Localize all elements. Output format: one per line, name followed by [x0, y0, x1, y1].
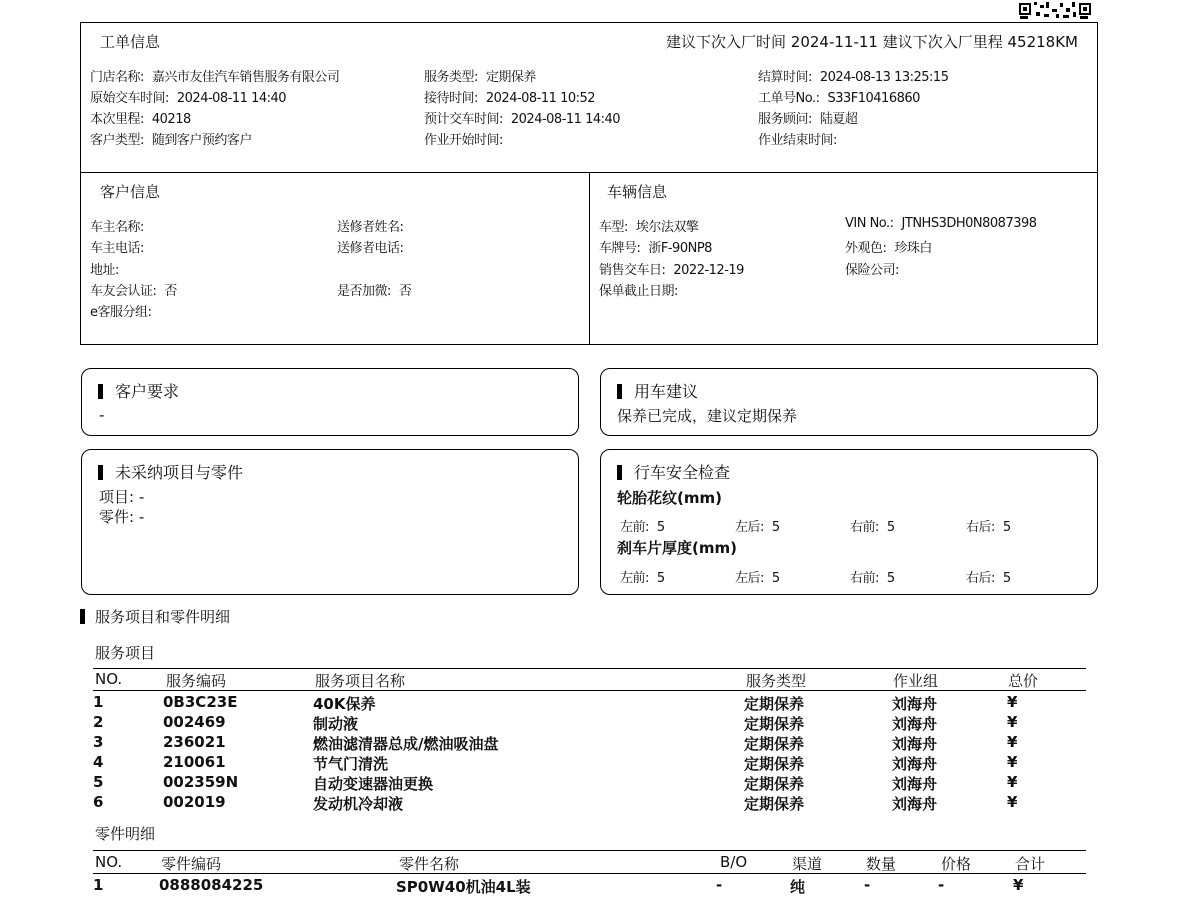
parts-header-code: 零件编码	[161, 855, 222, 873]
estimated-delivery-time-field: 预计交车时间: 2024-08-11 14:40	[424, 112, 621, 127]
address-field: 地址:	[90, 263, 119, 278]
work-order-title: 工单信息	[100, 33, 161, 51]
parts-header-channel: 渠道	[792, 855, 823, 873]
next-visit-suggestion: 建议下次入厂时间 2024-11-11 建议下次入厂里程 45218KM	[666, 33, 1078, 51]
service-row-name: 发动机冷却液	[313, 795, 404, 813]
brake-front-right: 右前: 5	[850, 571, 895, 586]
service-row-group: 刘海舟	[892, 755, 938, 773]
mileage-field: 本次里程: 40218	[90, 112, 191, 127]
service-row-no: 2	[93, 713, 104, 731]
insurance-company-field: 保险公司:	[845, 263, 899, 278]
part-row-code: 0888084225	[159, 876, 264, 894]
service-row-group: 刘海舟	[892, 795, 938, 813]
section-bar-icon	[98, 465, 103, 480]
store-name-field: 门店名称: 嘉兴市友佳汽车销售服务有限公司	[90, 70, 340, 85]
service-row-total: ¥	[1007, 753, 1018, 771]
service-advisor-field: 服务顾问: 陆夏超	[758, 112, 858, 127]
vehicle-model-field: 车型: 埃尔法双擎	[599, 220, 699, 235]
sender-name-field: 送修者姓名:	[337, 220, 404, 235]
part-row-price: -	[938, 876, 945, 894]
club-certified-field: 车友会认证: 否	[90, 284, 177, 299]
services-header-type: 服务类型	[746, 672, 807, 690]
service-row-type: 定期保养	[744, 795, 805, 813]
usage-advice-title: 用车建议	[617, 379, 698, 402]
service-row-group: 刘海舟	[892, 735, 938, 753]
ecs-group-field: e客服分组:	[90, 305, 152, 320]
customer-request-title: 客户要求	[98, 379, 179, 402]
service-row-type: 定期保养	[744, 755, 805, 773]
parts-header-name: 零件名称	[399, 855, 460, 873]
brake-pad-title: 刹车片厚度(mm)	[617, 539, 737, 557]
settlement-time-field: 结算时间: 2024-08-13 13:25:15	[758, 70, 949, 85]
unadopted-items: 项目: -	[99, 488, 145, 506]
service-row-total: ¥	[1007, 733, 1018, 751]
services-header-bottom-line	[93, 690, 1086, 691]
service-row-no: 4	[93, 753, 104, 771]
parts-title: 零件明细	[95, 825, 156, 843]
section-bar-icon	[98, 384, 103, 399]
service-row-no: 3	[93, 733, 104, 751]
work-order-number-field: 工单号No.: S33F10416860	[758, 91, 920, 106]
service-row-total: ¥	[1007, 793, 1018, 811]
tire-tread-title: 轮胎花纹(mm)	[617, 489, 722, 507]
part-row-name: SP0W40机油4L装	[396, 878, 531, 896]
services-header-total: 总价	[1008, 672, 1039, 690]
section-bar-icon	[80, 609, 85, 624]
parts-header-qty: 数量	[866, 855, 897, 873]
vin-field: VIN No.: JTNHS3DH0N8087398	[845, 216, 1037, 231]
services-header-group: 作业组	[893, 672, 939, 690]
policy-expiry-field: 保单截止日期:	[599, 284, 678, 299]
parts-header-line	[93, 850, 1086, 851]
safety-check-title: 行车安全检查	[617, 460, 730, 483]
tire-front-right: 右前: 5	[850, 520, 895, 535]
service-row-total: ¥	[1007, 713, 1018, 731]
sender-phone-field: 送修者电话:	[337, 241, 404, 256]
services-title: 服务项目	[95, 644, 156, 662]
service-row-type: 定期保养	[744, 735, 805, 753]
service-row-name: 制动液	[313, 715, 359, 733]
exterior-color-field: 外观色: 珍珠白	[845, 241, 932, 256]
reception-time-field: 接待时间: 2024-08-11 10:52	[424, 91, 596, 106]
tire-front-left: 左前: 5	[620, 520, 665, 535]
service-type-field: 服务类型: 定期保养	[424, 70, 536, 85]
service-row-no: 1	[93, 693, 104, 711]
service-row-name: 燃油滤清器总成/燃油吸油盘	[313, 735, 499, 753]
plate-number-field: 车牌号: 浙F-90NP8	[599, 241, 712, 256]
original-delivery-time-field: 原始交车时间: 2024-08-11 14:40	[90, 91, 287, 106]
section-bar-icon	[617, 384, 622, 399]
customer-type-field: 客户类型: 随到客户预约客户	[90, 133, 252, 148]
parts-header-bottom-line	[93, 873, 1086, 874]
service-row-total: ¥	[1007, 773, 1018, 791]
customer-info-title: 客户信息	[100, 183, 161, 201]
service-row-code: 210061	[163, 753, 226, 771]
service-row-code: 0B3C23E	[163, 693, 238, 711]
service-row-group: 刘海舟	[892, 775, 938, 793]
owner-phone-field: 车主电话:	[90, 241, 144, 256]
qr-code-icon	[1018, 0, 1092, 20]
services-header-name: 服务项目名称	[315, 672, 406, 690]
service-row-type: 定期保养	[744, 695, 805, 713]
usage-advice-content: 保养已完成，建议定期保养	[617, 407, 798, 425]
owner-name-field: 车主名称:	[90, 220, 144, 235]
service-row-code: 002469	[163, 713, 226, 731]
service-row-group: 刘海舟	[892, 695, 938, 713]
service-row-name: 40K保养	[313, 695, 376, 713]
parts-header-price: 价格	[941, 855, 972, 873]
service-row-no: 6	[93, 793, 104, 811]
brake-rear-left: 左后: 5	[735, 571, 780, 586]
section-bar-icon	[617, 465, 622, 480]
tire-rear-right: 右后: 5	[966, 520, 1011, 535]
work-start-time-field: 作业开始时间:	[424, 133, 503, 148]
part-row-no: 1	[93, 876, 104, 894]
tire-rear-left: 左后: 5	[735, 520, 780, 535]
parts-header-no: NO.	[95, 853, 123, 871]
service-row-code: 002359N	[163, 773, 239, 791]
service-row-total: ¥	[1007, 693, 1018, 711]
service-row-name: 自动变速器油更换	[313, 775, 434, 793]
service-row-no: 5	[93, 773, 104, 791]
vehicle-info-title: 车辆信息	[607, 183, 668, 201]
service-row-group: 刘海舟	[892, 715, 938, 733]
part-row-bo: -	[716, 876, 723, 894]
details-title: 服务项目和零件明细	[80, 606, 230, 627]
service-row-code: 002019	[163, 793, 226, 811]
brake-front-left: 左前: 5	[620, 571, 665, 586]
unadopted-parts: 零件: -	[99, 508, 145, 526]
sales-delivery-date-field: 销售交车日: 2022-12-19	[599, 263, 744, 278]
unadopted-title: 未采纳项目与零件	[98, 460, 243, 483]
part-row-total: ¥	[1013, 876, 1024, 894]
parts-header-bo: B/O	[720, 853, 748, 871]
services-header-no: NO.	[95, 670, 123, 688]
customer-vehicle-divider	[589, 172, 590, 345]
service-row-type: 定期保养	[744, 775, 805, 793]
parts-header-total: 合计	[1015, 855, 1046, 873]
part-row-qty: -	[864, 876, 871, 894]
services-header-line	[93, 668, 1086, 669]
brake-rear-right: 右后: 5	[966, 571, 1011, 586]
customer-request-content: -	[99, 406, 105, 424]
service-row-code: 236021	[163, 733, 226, 751]
part-row-channel: 纯	[790, 878, 806, 896]
wechat-added-field: 是否加微: 否	[337, 284, 412, 299]
services-header-code: 服务编码	[166, 672, 227, 690]
service-row-type: 定期保养	[744, 715, 805, 733]
service-row-name: 节气门清洗	[313, 755, 389, 773]
work-end-time-field: 作业结束时间:	[758, 133, 837, 148]
